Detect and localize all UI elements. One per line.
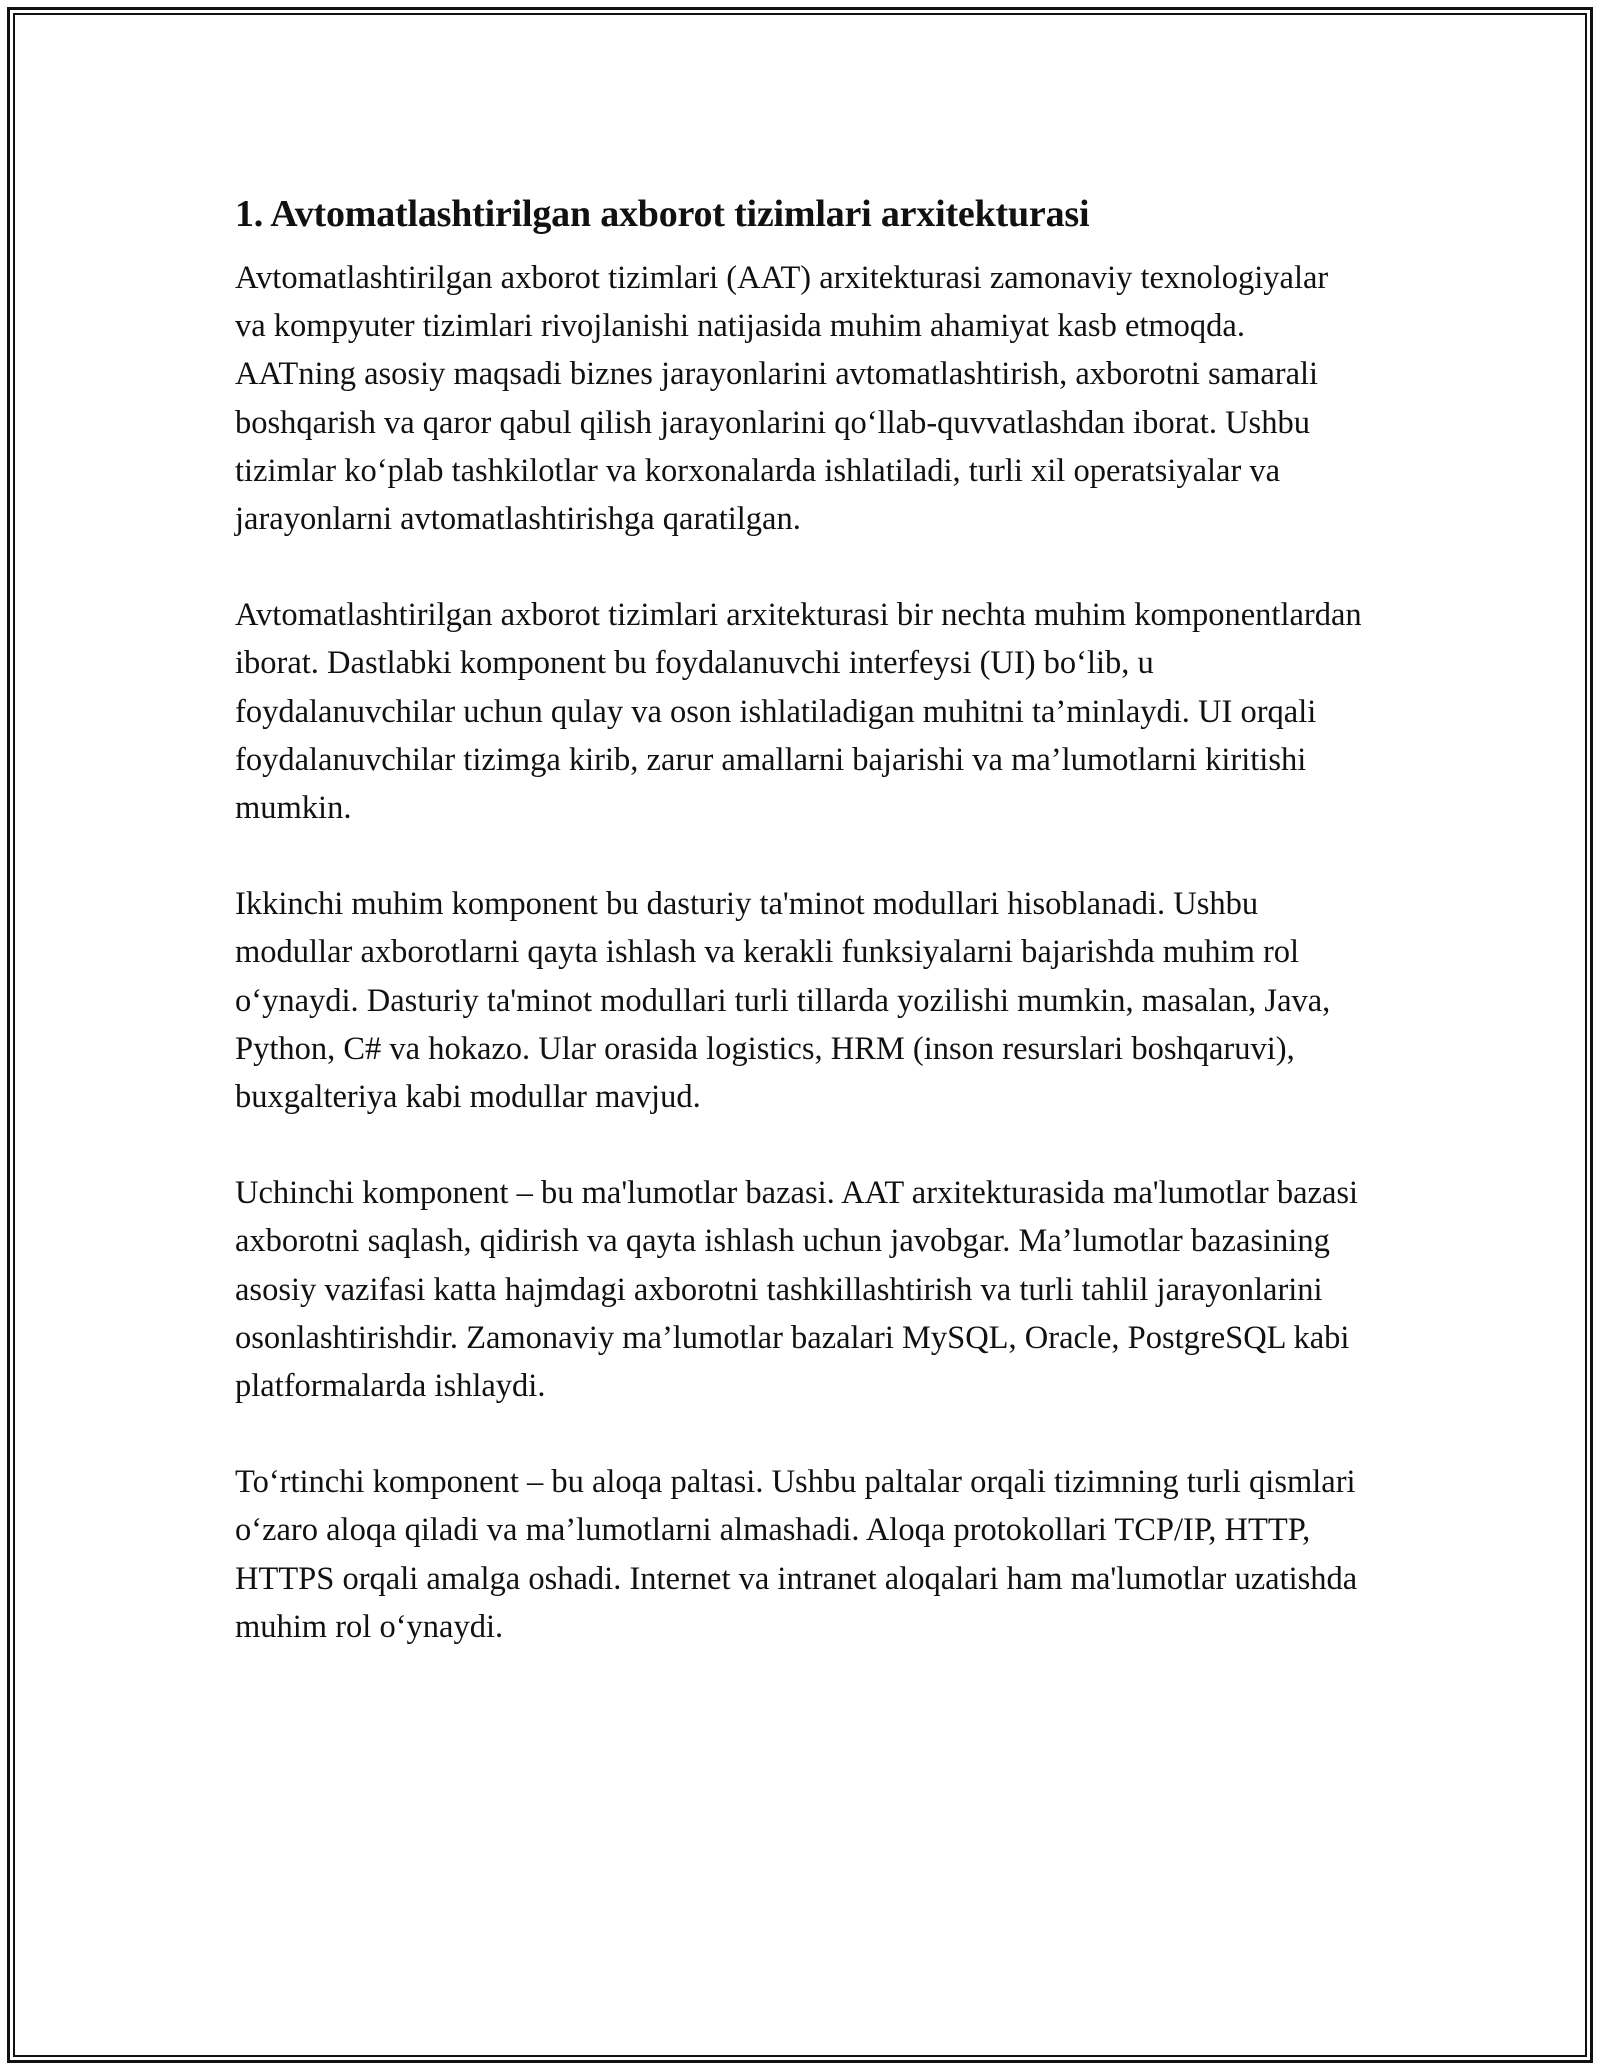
paragraph-2: Avtomatlashtirilgan axborot tizimlari arxitekturasi bir nechta muhim komponentlardan iborat. Dastlabki komponent bu foydalanuvchi interfeysi (UI) bo‘lib, u foydalanuvchilar uchun qulay va oson ishlatiladigan muhitni ta’minlaydi. UI orqali foydalanuvchilar tizimga kirib, zarur amallarni bajarishi va ma’lumotlarni kiritishi mumkin.: [235, 597, 1362, 827]
document-body: [235, 188, 1365, 1651]
paragraph-3: Ikkinchi muhim komponent bu dasturiy ta'minot modullari hisoblanadi. Ushbu modullar axborotlarni qayta ishlash va kerakli funksiyalarni bajarishda muhim rol o‘ynaydi. Dasturiy ta'minot modullari turli tillarda yozilishi mumkin, masalan, Java, Python, C# va hokazo. Ular orasida logistics, HRM (inson resurslari boshqaruvi), buxgalteriya kabi modullar mavjud.: [235, 886, 1331, 1116]
paragraph-4: Uchinchi komponent – bu ma'lumotlar bazasi. AAT arxitekturasida ma'lumotlar bazasi axborotni saqlash, qidirish va qayta ishlash uchun javobgar. Ma’lumotlar bazasining asosiy vazifasi katta hajmdagi axborotni tashkillashtirish va turli tahlil jarayonlarini osonlashtirishdir. Zamonaviy ma’lumotlar bazalari MySQL, Oracle, PostgreSQL kabi platformalarda ishlaydi.: [235, 1175, 1359, 1405]
paragraph-1: Avtomatlashtirilgan axborot tizimlari (AAT) arxitekturasi zamonaviy texnologiyalar va kompyuter tizimlari rivojlanishi natijasida muhim ahamiyat kasb etmoqda. AATning asosiy maqsadi biznes jarayonlarini avtomatlashtirish, axborotni samarali boshqarish va qaror qabul qilish jarayonlarini qo‘llab-quvvatlashdan iborat. Ushbu tizimlar ko‘plab tashkilotlar va korxonalarda ishlatiladi, turli xil operatsiyalar va jarayonlarni avtomatlashtirishga qaratilgan.: [235, 260, 1329, 538]
section-heading: 1. Avtomatlashtirilgan axborot tizimlari arxitekturasi: [235, 193, 1090, 235]
paragraph-5: To‘rtinchi komponent – bu aloqa paltasi. Ushbu paltalar orqali tizimning turli qismlari o‘zaro aloqa qiladi va ma’lumotlarni almashadi. Aloqa protokollari TCP/IP, HTTP, HTTPS orqali amalga oshadi. Internet va intranet aloqalari ham ma'lumotlar uzatishda muhim rol o‘ynaydi.: [235, 1464, 1358, 1645]
